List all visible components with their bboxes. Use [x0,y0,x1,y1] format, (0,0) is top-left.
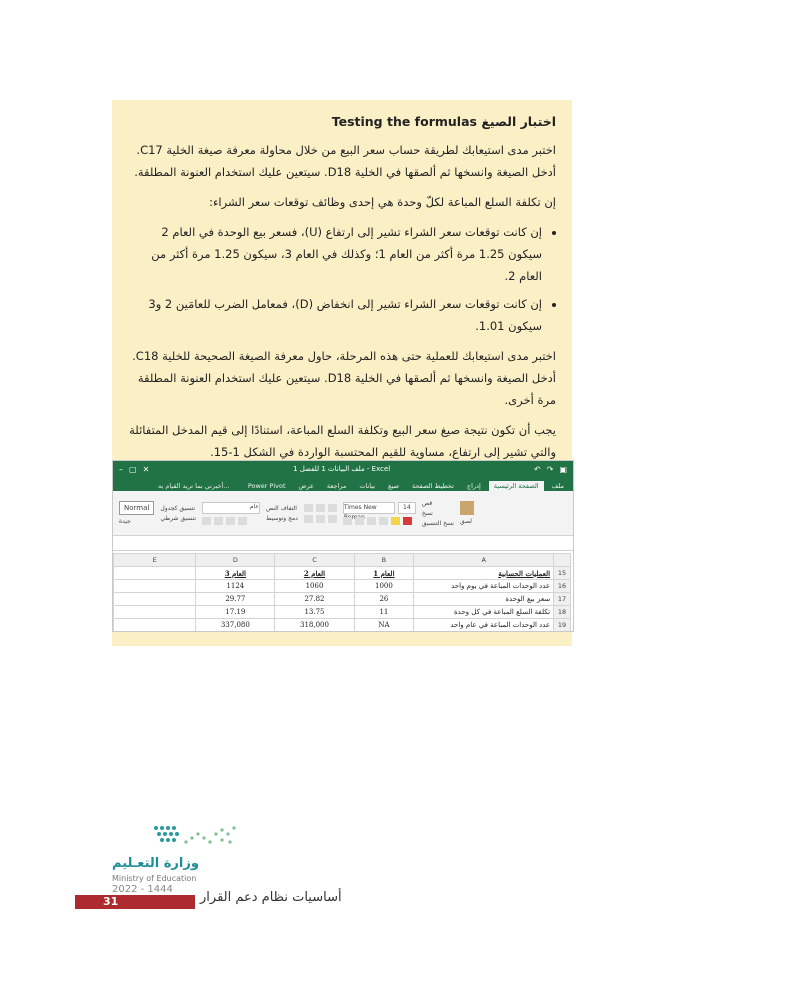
paragraph-1: اختبر مدى استيعابك لطريقة حساب سعر البيع من خلال محاولة معرفة صيغة الخلية C17. أدخل الصيغة وانسخها ثم ألصقها في الخلية D18. سيتعين عليك استخدام العنونة المطلقة. [134,143,556,179]
font-name-select[interactable]: Times New [343,502,395,514]
table-format-group [160,505,196,522]
table-row [114,567,571,580]
bullet-item: • إن كانت توقعات سعر الشراء تشير إلى ارتفاع (U)، فسعر بيع الوحدة في العام 2 سيكون 1.25 مرة أكثر من العام 1؛ وكذلك في العام 3، سيكون 1.25 مرة أكثر من العام 2. [128,221,542,287]
cell[interactable]: 318,000 [275,619,354,632]
styles-group [119,501,154,525]
window-controls [119,465,149,474]
cell[interactable] [114,580,196,593]
bullet-list [128,221,556,337]
cell[interactable]: 337,080 [196,619,275,632]
column-header-row [114,554,571,567]
cell-style-good[interactable]: جيدة [119,518,131,525]
row-number[interactable]: 15 [554,567,571,580]
cell[interactable]: 17.19 [196,606,275,619]
book-title: أساسيات نظام دعم القرار [200,890,342,905]
conditional-format-button[interactable]: تنسيق شرطي [160,514,196,522]
row-number[interactable]: 16 [554,580,571,593]
cut-button[interactable]: قص [421,499,433,507]
paste-group [460,501,474,525]
column-header-c[interactable]: C [275,554,354,567]
footer-bar [75,895,195,909]
window-title: ملف البيانات 1 للفصل 1 - Excel [293,465,391,473]
cell[interactable] [114,593,196,606]
decimal-icon[interactable] [238,517,247,525]
tab-formulas[interactable]: صيغ [388,482,399,490]
number-group [202,502,260,525]
currency-icon[interactable] [202,517,211,525]
tab-power-pivot[interactable]: Power Pivot [247,482,286,490]
tab-review[interactable]: مراجعة [326,482,347,490]
number-format-select[interactable]: عام [202,502,260,514]
ribbon-tabs [113,477,573,491]
ribbon-body [113,491,573,536]
clipboard-group [422,500,454,527]
tab-home[interactable]: الصفحة الرئيسية [489,481,544,491]
content-panel [112,100,572,646]
ministry-name-arabic: وزارة التعـليم [112,856,199,871]
corner-cell[interactable] [554,554,571,567]
format-painter-button[interactable]: نسخ التنسيق [421,519,454,527]
align-bottom-icon[interactable] [328,504,337,512]
section-heading: اختبار الصيغ Testing the formulas [331,114,556,129]
cell[interactable]: 27.82 [275,593,354,606]
percent-icon[interactable] [214,517,223,525]
cell[interactable]: العام 3 [196,567,275,580]
align-buttons [304,504,337,523]
column-header-a[interactable]: A [414,554,554,567]
paragraph-2: إن تكلفة السلع المباعة لكلّ وحدة هي إحدى وظائف توقعات سعر الشراء: [209,195,556,209]
wrap-text-button[interactable]: التفاف النص [266,504,297,512]
cell[interactable]: العام 2 [275,567,354,580]
cell[interactable] [114,606,196,619]
format-as-table-button[interactable]: تنسيق كجدول [160,504,196,512]
font-group [343,502,416,525]
clipboard-icon[interactable] [460,501,474,515]
cell[interactable]: العام 1 [354,567,414,580]
cell[interactable]: عدد الوحدات المباعة في يوم واحد [414,580,554,593]
tab-insert[interactable]: إدراج [466,482,481,490]
column-header-b[interactable]: B [354,554,414,567]
align-center-icon[interactable] [316,515,325,523]
tab-view[interactable]: عرض [298,482,314,490]
bold-icon[interactable] [343,517,352,525]
align-middle-icon[interactable] [316,504,325,512]
spreadsheet-grid [113,553,571,632]
paragraph-3: اختبر مدى استيعابك للعملية حتى هذه المرحلة، حاول معرفة الصيغة الصحيحة للخلية C18. أدخل الصيغة وانسخها ثم ألصقها في الخلية D18. سيتعين عليك استخدام العنونة المطلقة مرة أخرى. [132,349,556,407]
paragraph-4: يجب أن تكون نتيجة صيغ سعر البيع وتكلفة السلع المباعة، استنادًا إلى قيم المدخل المتفائلة والتي تشير إلى ارتفاع، مساوية للقيم المحتسبة الواردة في الشكل 1-15. [129,423,556,459]
align-right-icon[interactable] [328,515,337,523]
cell[interactable]: 13.75 [275,606,354,619]
paste-button[interactable]: لصق [459,518,473,525]
table-row [114,619,571,632]
tab-data[interactable]: بيانات [359,482,376,490]
cell[interactable]: عدد الوحدات المباعة في عام واحد [414,619,554,632]
comma-icon[interactable] [226,517,235,525]
tab-page-layout[interactable]: تخطيط الصفحة [411,482,454,490]
save-icon[interactable]: ▣ [559,464,567,474]
font-color-icon[interactable] [403,517,412,525]
quick-access-toolbar [534,465,567,474]
cell[interactable]: تكلفة السلع المباعة في كل وحدة [414,606,554,619]
column-header-d[interactable]: D [196,554,275,567]
underline-icon[interactable] [367,517,376,525]
cell[interactable]: 29.77 [196,593,275,606]
normal-style-button[interactable]: Normal [119,501,154,515]
formula-bar[interactable] [113,536,573,551]
alignment-group [266,505,298,522]
redo-icon[interactable]: ↷ [546,464,554,474]
font-size-select[interactable]: 14 [398,502,416,514]
table-row [114,593,571,606]
page-number: 31 [103,895,119,908]
align-left-icon[interactable] [304,515,313,523]
merge-center-button[interactable]: دمج وتوسيط [266,514,298,522]
fill-color-icon[interactable] [391,517,400,525]
table-row [114,580,571,593]
minimize-icon[interactable]: – [119,464,123,474]
column-header-e[interactable]: E [114,554,196,567]
cell[interactable]: NA [354,619,414,632]
cell[interactable]: 1000 [354,580,414,593]
cell[interactable]: 11 [354,606,414,619]
align-top-icon[interactable] [304,504,313,512]
restore-icon[interactable]: ▢ [129,464,137,474]
excel-titlebar [113,461,573,477]
copy-button[interactable]: نسخ [421,509,433,517]
excel-screenshot [112,460,574,632]
close-icon[interactable]: ✕ [142,464,150,474]
table-row [114,606,571,619]
ministry-name-english: Ministry of Education [112,874,197,883]
cell[interactable]: 26 [354,593,414,606]
tell-me-search[interactable]: أخبرني بما تريد القيام به... [158,482,230,490]
italic-icon[interactable] [355,517,364,525]
undo-icon[interactable]: ↶ [534,464,541,474]
edition-year: 2022 - 1444 [112,884,173,895]
border-icon[interactable] [379,517,388,525]
cell[interactable]: العمليات الحسابية [414,567,554,580]
cell[interactable] [114,567,196,580]
row-number[interactable]: 19 [554,619,571,632]
row-number[interactable]: 18 [554,606,571,619]
cell[interactable]: 1060 [275,580,354,593]
cell[interactable] [114,619,196,632]
bullet-item: • إن كانت توقعات سعر الشراء تشير إلى انخفاض (D)، فمعامل الضرب للعامَين 2 و3 سيكون 1.01. [128,293,542,337]
row-number[interactable]: 17 [554,593,571,606]
ministry-logo-icon [150,820,240,852]
cell[interactable]: 1124 [196,580,275,593]
tab-file[interactable]: ملف [551,482,564,490]
cell[interactable]: سعر بيع الوحدة [414,593,554,606]
